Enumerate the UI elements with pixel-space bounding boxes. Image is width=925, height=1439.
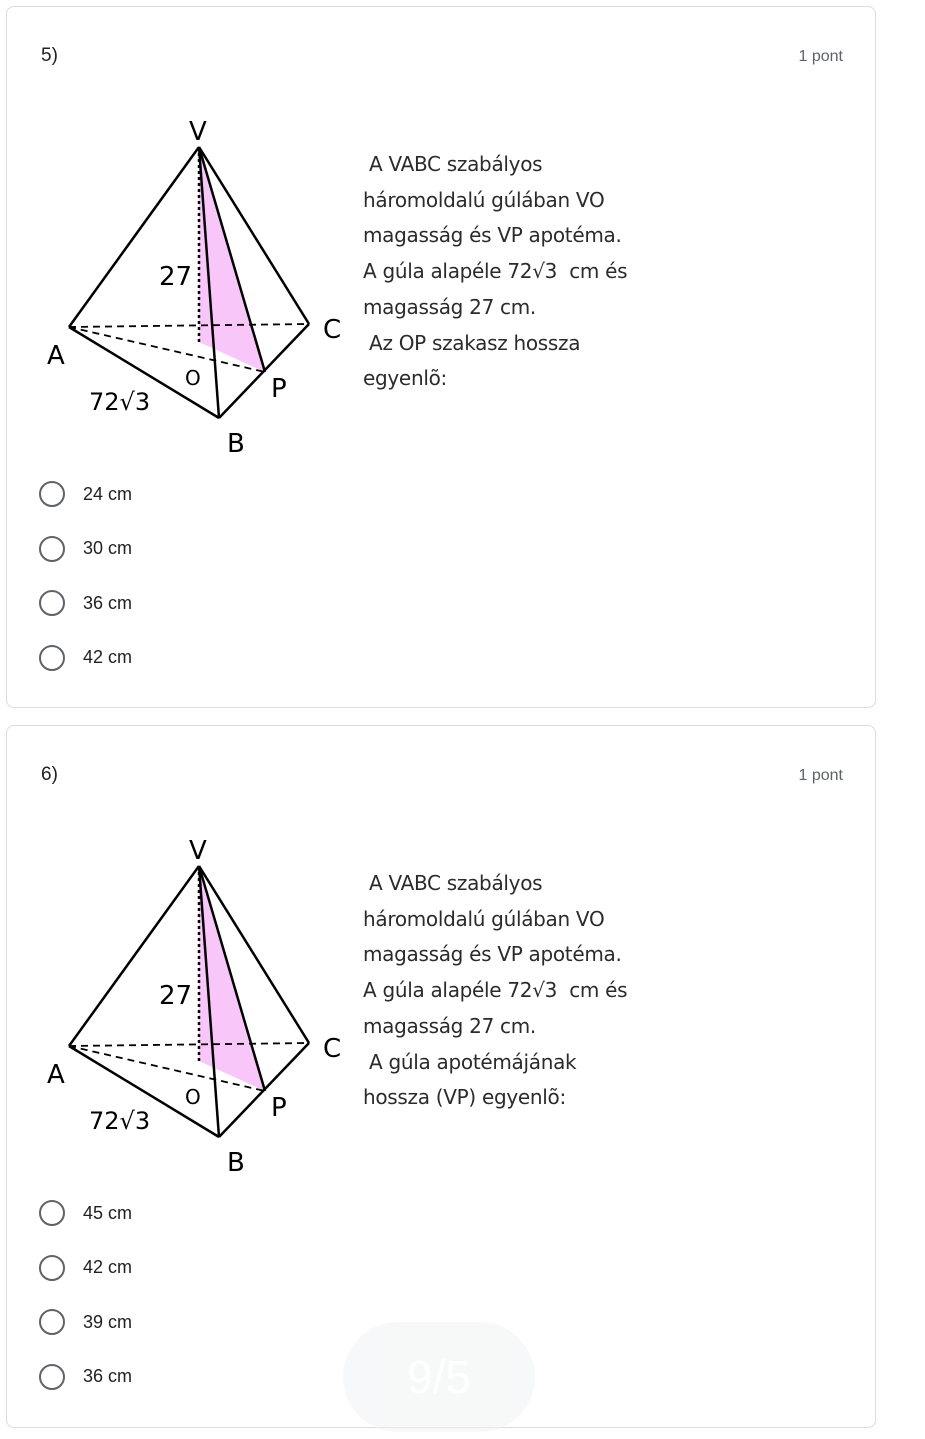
question-number: 6) (41, 764, 58, 785)
radio-button[interactable] (39, 1255, 65, 1281)
label-v: V (189, 117, 207, 147)
option-label: 42 cm (83, 1257, 133, 1278)
option-label: 30 cm (83, 538, 133, 559)
question-number: 5) (41, 45, 58, 66)
radio-button[interactable] (39, 590, 65, 616)
option-label: 42 cm (83, 647, 133, 668)
label-v: V (189, 836, 207, 866)
option-label: 36 cm (83, 1366, 133, 1387)
label-o: O (185, 1085, 201, 1109)
label-edge: 72√3 (89, 388, 151, 416)
label-b: B (227, 429, 245, 459)
label-o: O (185, 366, 201, 390)
question-text: A VABC szabályos háromoldalú gúlában VO magasság és VP apotéma. A gúla alapéle 72√3 cm és magasság 27 cm. A gúla apotémájának hossza (VP) egyenlõ: (363, 871, 628, 1110)
label-a: A (47, 341, 65, 371)
pyramid-figure (29, 102, 369, 462)
radio-button[interactable] (39, 1200, 65, 1226)
question-text: A VABC szabályos háromoldalú gúlában VO magasság és VP apotéma. A gúla alapéle 72√3 cm és magasság 27 cm. Az OP szakasz hossza egyenlõ: (363, 152, 628, 391)
radio-button[interactable] (39, 481, 65, 507)
option-3[interactable] (39, 1295, 132, 1350)
option-2[interactable] (39, 522, 132, 577)
radio-button[interactable] (39, 536, 65, 562)
page-indicator: 9/5 (343, 1322, 535, 1432)
option-label: 45 cm (83, 1202, 133, 1223)
radio-button[interactable] (39, 645, 65, 671)
label-p: P (271, 1093, 287, 1123)
label-c: C (323, 315, 342, 345)
options-list (39, 467, 132, 685)
option-label: 36 cm (83, 592, 133, 613)
option-3[interactable] (39, 576, 132, 631)
option-1[interactable] (39, 467, 132, 522)
options-list (39, 1186, 132, 1404)
option-1[interactable] (39, 1186, 132, 1241)
option-label: 39 cm (83, 1311, 133, 1332)
option-2[interactable] (39, 1241, 132, 1296)
option-4[interactable] (39, 1350, 132, 1405)
label-a: A (47, 1060, 65, 1090)
radio-button[interactable] (39, 1364, 65, 1390)
label-c: C (323, 1034, 342, 1064)
option-4[interactable] (39, 631, 132, 686)
label-edge: 72√3 (89, 1107, 151, 1135)
label-b: B (227, 1148, 245, 1178)
label-height: 27 (159, 262, 193, 292)
question-points: 1 pont (798, 767, 843, 784)
question-card-5 (6, 6, 876, 708)
question-points: 1 pont (798, 48, 843, 65)
label-height: 27 (159, 981, 193, 1011)
label-p: P (271, 374, 287, 404)
pyramid-figure (29, 821, 369, 1181)
option-label: 24 cm (83, 483, 133, 504)
radio-button[interactable] (39, 1309, 65, 1335)
